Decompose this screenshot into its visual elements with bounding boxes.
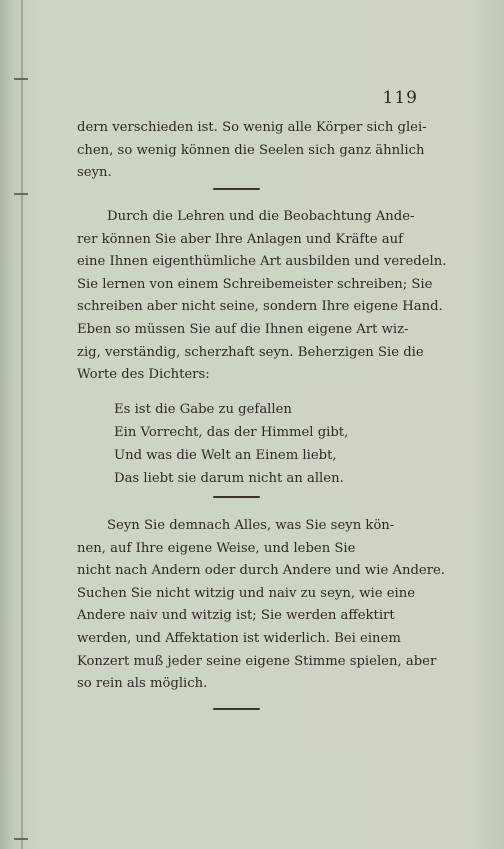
text-line: chen, so wenig können die Seelen sich ganz ähnlich <box>77 142 425 158</box>
paragraph-3 <box>77 515 446 696</box>
text-line: Eben so müssen Sie auf die Ihnen eigene Art wiz- <box>77 321 409 337</box>
poem-line: Das liebt sie darum nicht an allen. <box>114 471 344 486</box>
margin-tick-mark <box>14 78 28 80</box>
text-line: werden, und Affektation ist widerlich. Bei einem <box>77 630 401 646</box>
margin-tick-mark <box>14 838 28 840</box>
text-line: rer können Sie aber Ihre Anlagen und Kräfte auf <box>77 231 403 247</box>
text-line: Andere naiv und witzig ist; Sie werden affektirt <box>77 608 395 624</box>
section-divider <box>213 708 260 710</box>
text-line: Seyn Sie demnach Alles, was Sie seyn kön- <box>107 518 395 533</box>
poem-line: Und was die Welt an Einem liebt, <box>114 448 337 463</box>
text-line: Worte des Dichters: <box>77 367 210 383</box>
text-line: Durch die Lehren und die Beobachtung Ande- <box>107 209 415 224</box>
text-line: Konzert muß jeder seine eigene Stimme spielen, aber <box>77 653 437 669</box>
text-line: Suchen Sie nicht witzig und naiv zu seyn, wie eine <box>77 585 416 601</box>
section-divider <box>213 496 260 498</box>
poem-line: Es ist die Gabe zu gefallen <box>114 402 292 417</box>
text-line: zig, verständig, scherzhaft seyn. Beherzigen Sie die <box>77 344 424 360</box>
paragraph-2 <box>77 206 447 387</box>
poem-quote <box>114 398 414 490</box>
text-line: seyn. <box>77 165 112 181</box>
paragraph-1 <box>77 117 427 185</box>
text-line: Sie lernen von einem Schreibemeister schreiben; Sie <box>77 276 433 292</box>
margin-tick-mark <box>14 193 28 195</box>
text-line: eine Ihnen eigenthümliche Art ausbilden und veredeln. <box>77 254 447 270</box>
section-divider <box>213 188 260 190</box>
text-line: nen, auf Ihre eigene Weise, und leben Sie <box>77 540 356 556</box>
page-gutter-edge <box>21 0 23 849</box>
text-line: schreiben aber nicht seine, sondern Ihre eigene Hand. <box>77 299 443 315</box>
text-line: dern verschieden ist. So wenig alle Körper sich glei- <box>77 120 427 135</box>
poem-line: Ein Vorrecht, das der Himmel gibt, <box>114 425 349 440</box>
text-line: nicht nach Andern oder durch Andere und wie Andere. <box>77 563 446 579</box>
text-line: so rein als möglich. <box>77 676 208 692</box>
page-number: 119 <box>382 88 418 108</box>
